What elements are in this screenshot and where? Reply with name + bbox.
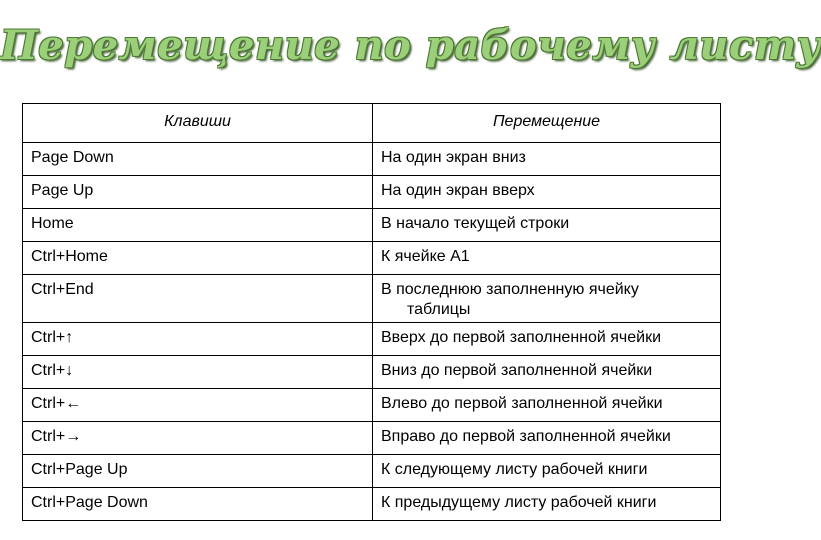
table-row	[23, 389, 721, 422]
description-cell: Влево до первой заполненной ячейки	[373, 389, 721, 422]
shortcuts-table	[22, 103, 721, 521]
key-cell: Home	[23, 209, 373, 242]
table-row	[23, 143, 721, 176]
description-cell: На один экран вниз	[373, 143, 721, 176]
key-cell: Ctrl+←	[23, 389, 373, 422]
table-row	[23, 488, 721, 521]
table-row	[23, 356, 721, 389]
description-cell: Вправо до первой заполненной ячейки	[373, 422, 721, 455]
key-cell: Ctrl+Home	[23, 242, 373, 275]
description-cell: К следующему листу рабочей книги	[373, 455, 721, 488]
key-cell: Ctrl+Page Up	[23, 455, 373, 488]
key-cell: Ctrl+↓	[23, 356, 373, 389]
description-cell	[373, 275, 721, 323]
description-cell: К предыдущему листу рабочей книги	[373, 488, 721, 521]
table-row	[23, 209, 721, 242]
table-row	[23, 455, 721, 488]
description-cell: Вверх до первой заполненной ячейки	[373, 323, 721, 356]
description-cell: В начало текущей строки	[373, 209, 721, 242]
key-cell: Page Down	[23, 143, 373, 176]
description-cell: К ячейке А1	[373, 242, 721, 275]
table-row	[23, 275, 721, 323]
table-row	[23, 176, 721, 209]
table-row	[23, 242, 721, 275]
table-header-row	[23, 104, 721, 143]
table-row	[23, 323, 721, 356]
description-cell: Вниз до первой заполненной ячейки	[373, 356, 721, 389]
page-title: Перемещение по рабочему листу	[0, 22, 821, 69]
description-cell: На один экран вверх	[373, 176, 721, 209]
header-movement: Перемещение	[373, 104, 721, 143]
key-cell: Ctrl+→	[23, 422, 373, 455]
key-cell: Ctrl+Page Down	[23, 488, 373, 521]
key-cell: Page Up	[23, 176, 373, 209]
header-keys: Клавиши	[23, 104, 373, 143]
description-line-2: таблицы	[407, 301, 471, 318]
key-cell: Ctrl+↑	[23, 323, 373, 356]
description-line-1: В последнюю заполненную ячейку	[381, 281, 639, 298]
key-cell: Ctrl+End	[23, 275, 373, 323]
table-row	[23, 422, 721, 455]
